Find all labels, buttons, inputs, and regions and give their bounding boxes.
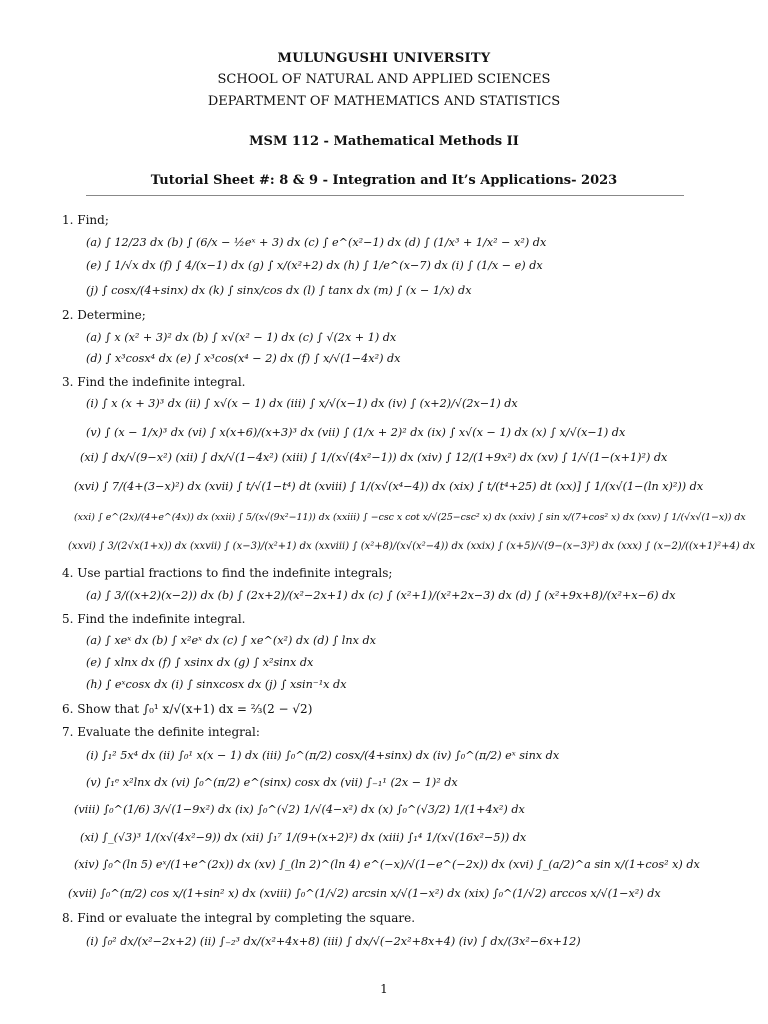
question-3-heading: 3. Find the indefinite integral. — [62, 375, 246, 389]
q7-row-2: (v) ∫₁ᵉ x²lnx dx (vi) ∫₀^(π/2) e^(sinx) cosx dx (vii) ∫₋₁¹ (2x − 1)² dx — [86, 776, 458, 789]
q5-row-1: (a) ∫ xeˣ dx (b) ∫ x²eˣ dx (c) ∫ xe^(x²) dx (d) ∫ lnx dx — [86, 634, 376, 647]
q7-row-5: (xiv) ∫₀^(ln 5) eˣ/(1+e^(2x)) dx (xv) ∫_(ln 2)^(ln 4) e^(−x)/√(1−e^(−2x)) dx (xvi) ∫_(a/2)^a sin x/(1+cos² x) dx — [74, 858, 700, 871]
q1-row-3: (j) ∫ cosx/(4+sinx) dx (k) ∫ sinx/cos dx (l) ∫ tanx dx (m) ∫ (x − 1/x) dx — [86, 284, 472, 297]
q1-row-1: (a) ∫ 12/23 dx (b) ∫ (6/x − ½eˣ + 3) dx (c) ∫ e^(x²−1) dx (d) ∫ (1/x³ + 1/x² − x²) dx — [86, 236, 547, 249]
q7-row-4: (xi) ∫_(√3)³ 1/(x√(4x²−9)) dx (xii) ∫₁⁷ 1/(9+(x+2)²) dx (xiii) ∫₁⁴ 1/(x√(16x²−5)) dx — [80, 831, 527, 844]
q7-row-1: (i) ∫₁² 5x⁴ dx (ii) ∫₀¹ x(x − 1) dx (iii) ∫₀^(π/2) cosx/(4+sinx) dx (iv) ∫₀^(π/2) eˣ sinx dx — [86, 749, 560, 762]
question-1-heading: 1. Find; — [62, 213, 109, 227]
q7-row-3: (viii) ∫₀^(1/6) 3/√(1−9x²) dx (ix) ∫₀^(√2) 1/√(4−x²) dx (x) ∫₀^(√3/2) 1/(1+4x²) dx — [74, 803, 525, 816]
q7-row-6: (xvii) ∫₀^(π/2) cos x/(1+sin² x) dx (xviii) ∫₀^(1/√2) arcsin x/√(1−x²) dx (xix) ∫₀^(1/√2) arccos x/√(1−x²) dx — [68, 887, 661, 900]
question-6-statement: 6. Show that ∫₀¹ x/√(x+1) dx = ⅔(2 − √2) — [62, 702, 313, 716]
q2-row-1: (a) ∫ x (x² + 3)² dx (b) ∫ x√(x² − 1) dx (c) ∫ √(2x + 1) dx — [86, 331, 397, 344]
q1-row-2: (e) ∫ 1/√x dx (f) ∫ 4/(x−1) dx (g) ∫ x/(x²+2) dx (h) ∫ 1/e^(x−7) dx (i) ∫ (1/x − e) dx — [86, 259, 543, 272]
page-number: 1 — [380, 982, 388, 996]
school-name: SCHOOL OF NATURAL AND APPLIED SCIENCES — [217, 72, 551, 87]
q3-row-4: (xvi) ∫ 7/(4+(3−x)²) dx (xvii) ∫ t/√(1−t⁴) dt (xviii) ∫ 1/(x√(x⁴−4)) dx (xix) ∫ t/(t⁴+25) dt (xx)] ∫ 1/(x√(1−(ln x)²)) dx — [74, 480, 704, 493]
q5-row-3: (h) ∫ eˣcosx dx (i) ∫ sinxcosx dx (j) ∫ xsin⁻¹x dx — [86, 678, 347, 691]
q5-row-2: (e) ∫ xlnx dx (f) ∫ xsinx dx (g) ∫ x²sinx dx — [86, 656, 314, 669]
question-7-heading: 7. Evaluate the definite integral: — [62, 725, 260, 739]
header-divider — [86, 195, 684, 196]
q3-row-1: (i) ∫ x (x + 3)³ dx (ii) ∫ x√(x − 1) dx (iii) ∫ x/√(x−1) dx (iv) ∫ (x+2)/√(2x−1) dx — [86, 397, 518, 410]
q3-row-6: (xxvi) ∫ 3/(2√x(1+x)) dx (xxvii) ∫ (x−3)/(x²+1) dx (xxviii) ∫ (x²+8)/(x√(x²−4)) dx (xxix) ∫ (x+5)/√(9−(x−3)²) dx (xxx) ∫ (x−2)/((x+1)²+4) dx — [68, 541, 756, 552]
q3-row-2: (v) ∫ (x − 1/x)³ dx (vi) ∫ x(x+6)/(x+3)³ dx (vii) ∫ (1/x + 2)² dx (ix) ∫ x√(x − 1) dx (x) ∫ x/√(x−1) dx — [86, 426, 626, 439]
q3-row-5: (xxi) ∫ e^(2x)/(4+e^(4x)) dx (xxii) ∫ 5/(x√(9x²−11)) dx (xxiii) ∫ −csc x cot x/√(25−csc² x) dx (xxiv) ∫ sin x/(7+cos² x) dx (xxv) ∫ 1/(√x√(1−x)) dx — [74, 512, 746, 523]
q8-row-1: (i) ∫₀² dx/(x²−2x+2) (ii) ∫₋₂³ dx/(x²+4x+8) (iii) ∫ dx/√(−2x²+8x+4) (iv) ∫ dx/(3x²−6x+12) — [86, 935, 581, 948]
question-8-heading: 8. Find or evaluate the integral by completing the square. — [62, 911, 416, 925]
question-2-heading: 2. Determine; — [62, 308, 146, 322]
q2-row-2: (d) ∫ x³cosx⁴ dx (e) ∫ x³cos(x⁴ − 2) dx (f) ∫ x/√(1−4x²) dx — [86, 352, 401, 365]
tutorial-sheet-title: Tutorial Sheet #: 8 & 9 - Integration and It’s Applications- 2023 — [150, 173, 618, 188]
q3-row-3: (xi) ∫ dx/√(9−x²) (xii) ∫ dx/√(1−4x²) (xiii) ∫ 1/(x√(4x²−1)) dx (xiv) ∫ 12/(1+9x²) dx (xv) ∫ 1/√(1−(x+1)²) dx — [80, 451, 668, 464]
department-name: DEPARTMENT OF MATHEMATICS AND STATISTICS — [207, 94, 561, 109]
course-title: MSM 112 - Mathematical Methods II — [249, 134, 519, 149]
q4-row-1: (a) ∫ 3/((x+2)(x−2)) dx (b) ∫ (2x+2)/(x²−2x+1) dx (c) ∫ (x²+1)/(x²+2x−3) dx (d) ∫ (x²+9x+8)/(x²+x−6) dx — [86, 589, 676, 602]
university-name: MULUNGUSHI UNIVERSITY — [277, 51, 491, 66]
question-5-heading: 5. Find the indefinite integral. — [62, 612, 246, 626]
question-4-heading: 4. Use partial fractions to find the indefinite integrals; — [62, 566, 393, 580]
